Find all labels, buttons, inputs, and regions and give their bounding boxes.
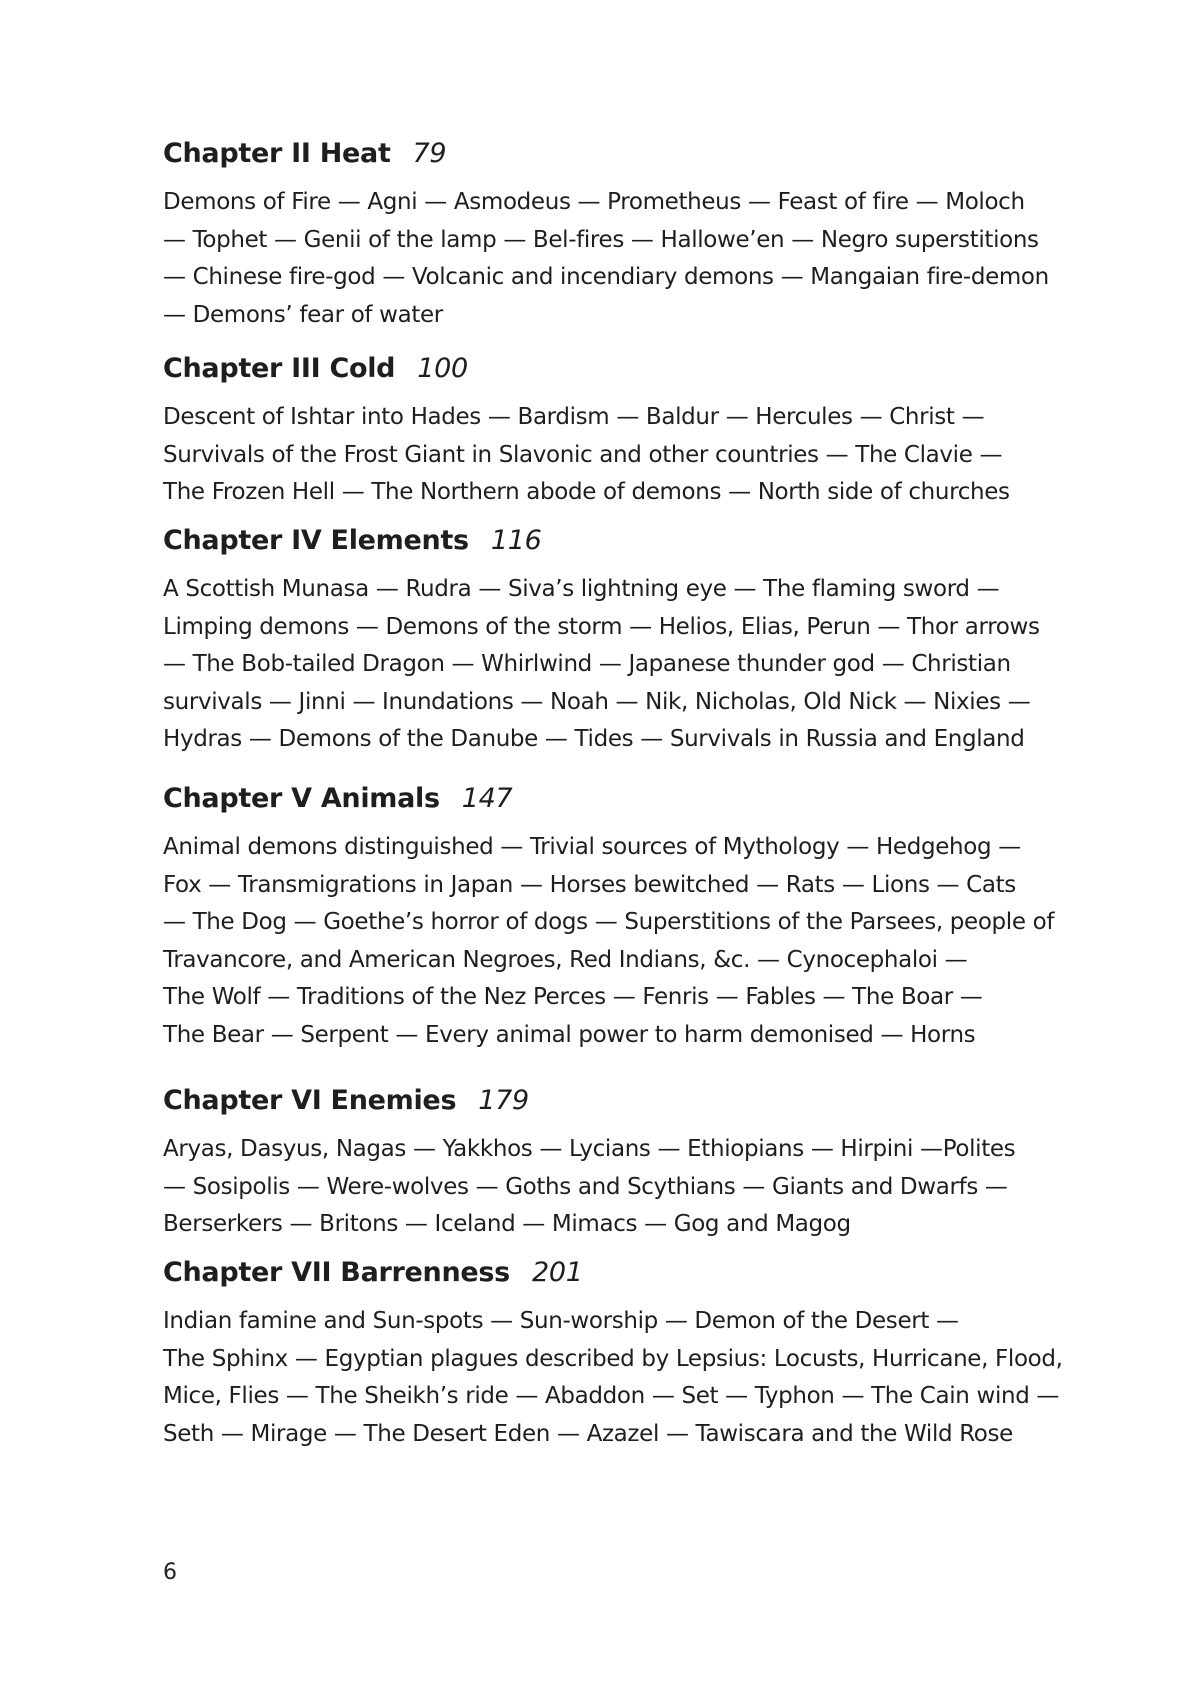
chapter-contents — [163, 571, 1063, 759]
chapter-page-number: 116 — [490, 525, 542, 556]
chapter-contents-line: The Frozen Hell — The Northern abode of demons — North side of churches — [163, 479, 1010, 505]
chapter-entry — [163, 515, 1063, 759]
chapter-contents-line: The Wolf — Traditions of the Nez Perces — Fenris — Fables — The Boar — — [163, 984, 983, 1010]
chapter-contents-line: Berserkers — Britons — Iceland — Mimacs — Gog and Magog — [163, 1211, 851, 1237]
chapter-contents — [163, 184, 1063, 334]
chapter-page-number: 79 — [412, 138, 447, 169]
chapter-page-number: 147 — [461, 783, 513, 814]
chapter-contents-line: Descent of Ishtar into Hades — Bardism — Baldur — Hercules — Christ — — [163, 404, 985, 430]
chapter-title: Chapter IV Elements — [163, 525, 469, 556]
chapter-contents-line: Mice, Flies — The Sheikh’s ride — Abaddon — Set — Typhon — The Cain wind — — [163, 1383, 1060, 1409]
chapter-contents-line: — Tophet — Genii of the lamp — Bel-fires — Hallowe’en — Negro superstitions — [163, 226, 1039, 253]
chapter-heading — [163, 343, 1063, 395]
chapter-contents-line: Aryas, Dasyus, Nagas — Yakkhos — Lycians — Ethiopians — Hirpini —Polites — [163, 1136, 1016, 1162]
chapter-page-number: 100 — [417, 353, 468, 384]
chapter-title: Chapter VII Barrenness — [163, 1257, 510, 1288]
chapter-contents — [163, 399, 1063, 512]
chapter-contents-line: — Demons’ fear of water — [163, 301, 443, 328]
chapter-contents-line: A Scottish Munasa — Rudra — Siva’s lightning eye — The flaming sword — — [163, 576, 1000, 602]
chapter-contents-line: Fox — Transmigrations in Japan — Horses bewitched — Rats — Lions — Cats — [163, 871, 1016, 898]
chapter-contents-line: Limping demons — Demons of the storm — Helios, Elias, Perun — Thor arrows — [163, 613, 1040, 640]
chapter-contents-line: — Chinese fire-god — Volcanic and incendiary demons — Mangaian fire-demon — [163, 264, 1049, 290]
chapter-contents-line: Animal demons distinguished — Trivial sources of Mythology — Hedgehog — — [163, 834, 1021, 860]
chapter-heading — [163, 515, 1063, 567]
chapter-heading — [163, 1075, 1063, 1127]
chapter-entry — [163, 773, 1063, 1054]
chapter-page-number: 179 — [478, 1085, 529, 1116]
chapter-contents-line: Hydras — Demons of the Danube — Tides — Survivals in Russia and England — [163, 726, 1025, 752]
chapter-contents-line: Indian famine and Sun-spots — Sun-worship — Demon of the Desert — — [163, 1308, 959, 1334]
chapter-contents-line: Seth — Mirage — The Desert Eden — Azazel — Tawiscara and the Wild Rose — [163, 1420, 1013, 1447]
chapter-contents-line: — Sosipolis — Were-wolves — Goths and Scythians — Giants and Dwarfs — — [163, 1173, 1008, 1200]
chapter-entry — [163, 128, 1063, 334]
chapter-contents-line: The Bear — Serpent — Every animal power to harm demonised — Horns — [163, 1021, 976, 1048]
chapter-entry — [163, 343, 1063, 512]
chapter-heading — [163, 128, 1063, 180]
chapter-contents-line: Demons of Fire — Agni — Asmodeus — Prometheus — Feast of fire — Moloch — [163, 189, 1025, 215]
chapter-contents-line: survivals — Jinni — Inundations — Noah — Nik, Nicholas, Old Nick — Nixies — — [163, 688, 1031, 715]
chapter-contents-line: — The Dog — Goethe’s horror of dogs — Superstitions of the Parsees, people of — [163, 909, 1055, 935]
chapter-contents-line: The Sphinx — Egyptian plagues described by Lepsius: Locusts, Hurricane, Flood, — [163, 1345, 1063, 1372]
chapter-contents — [163, 829, 1063, 1054]
chapter-contents-line: Travancore, and American Negroes, Red Indians, &c. — Cynocephaloi — — [163, 946, 968, 973]
chapter-page-number: 201 — [531, 1257, 583, 1288]
chapter-title: Chapter II Heat — [163, 138, 391, 169]
chapter-title: Chapter V Animals — [163, 783, 440, 814]
chapter-contents-line: — The Bob-tailed Dragon — Whirlwind — Japanese thunder god — Christian — [163, 651, 1011, 677]
chapter-title: Chapter III Cold — [163, 353, 396, 384]
chapter-heading — [163, 773, 1063, 825]
chapter-contents — [163, 1303, 1063, 1453]
chapter-heading — [163, 1247, 1063, 1299]
chapter-contents — [163, 1131, 1063, 1244]
page-number: 6 — [163, 1560, 177, 1585]
chapter-entry — [163, 1075, 1063, 1244]
chapter-entry — [163, 1247, 1063, 1453]
chapter-title: Chapter VI Enemies — [163, 1085, 457, 1116]
chapter-contents-line: Survivals of the Frost Giant in Slavonic and other countries — The Clavie — — [163, 441, 1003, 468]
